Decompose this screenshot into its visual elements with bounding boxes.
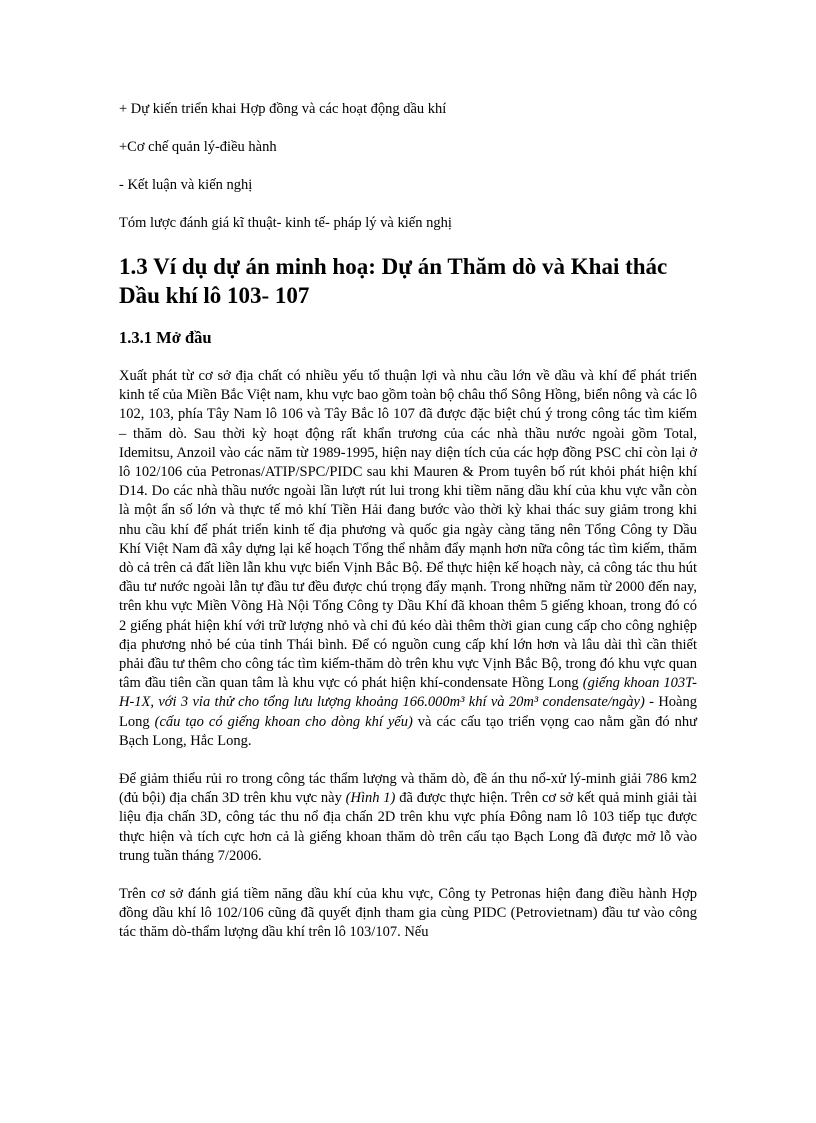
- document-page: [119, 100, 697, 962]
- paragraph-risk: [119, 770, 697, 866]
- outline-item-management: +Cơ chế quản lý-điều hành: [119, 139, 277, 155]
- paragraph-risk-end: đã được thực hiện. Trên cơ sở kết quả minh giải tài liệu địa chấn 3D, công tác thu nổ địa chấn 2D trên khu vực phía Đông nam lô 103 tiếp tục được thực hiện và tích cực hơn cả là giếng khoan thăm dò trên cấu tạo Bạch Long đã được mở lỗ vào trung tuần tháng 7/2006.: [119, 790, 697, 864]
- paragraph-risk-start: Để giảm thiểu rủi ro trong công tác thẩm lượng và thăm dò, đề án thu nổ-xử lý-minh giải 786 km2 (đủ bội) địa chấn 3D trên khu vực này: [119, 771, 697, 807]
- paragraph-intro-end: và các cấu tạo triển vọng cao nằm gần đó như Bạch Long, Hắc Long.: [119, 713, 698, 749]
- section-heading: 1.3 Ví dụ dự án minh hoạ: Dự án Thăm dò và Khai thác Dầu khí lô 103- 107: [119, 254, 668, 308]
- paragraph-intro-text: Xuất phát từ cơ sở địa chất có nhiều yếu tố thuận lợi và nhu cầu lớn về dầu và khí để phát triển kinh tế của Miền Bắc Việt nam, khu vực bao gồm toàn bộ châu thổ Sông Hồng, biển nông và các lô 102, 103, phía Tây Nam lô 106 và Tây Bắc lô 107 đã được đặc biệt chú ý trong công tác tìm kiếm – thăm dò. Sau thời kỳ hoạt động rất khẩn trương của các nhà thầu nước ngoài gồm Total, Idemitsu, Anzoil vào các năm từ 1989-1995, hiện nay diện tích của các hợp đồng PSC chỉ còn lại ở lô 102/106 của Petronas/ATIP/SPC/PIDC sau khi Mauren & Prom tuyên bố rút khỏi phát hiện khí D14. Do các nhà thầu nước ngoài lần lượt rút lui trong khi tiềm năng dầu khí của khu vực vẫn còn là một ẩn số lớn và thực tế mỏ khí Tiền Hải đang bước vào thời kỳ khai thác suy giảm trong khi nhu cầu khí để phát triển kinh tế địa phương và quốc gia ngày càng tăng nên Tổng Công ty Dầu Khí Việt Nam đã xây dựng lại kế hoạch Tổng thể nhằm đẩy mạnh hơn nữa công tác tìm kiếm, thăm dò cả trên cả đất liền lẫn khu vực biển Vịnh Bắc Bộ. Để thực hiện kế hoạch này, cả công tác thu hút đầu tư nước ngoài lẫn tự đầu tư đều được chú trọng đẩy mạnh. Trong những năm từ 2000 đến nay, trên khu vực Miền Võng Hà Nội Tổng Công ty Dầu Khí đã khoan thêm 5 giếng khoan, trong đó có 2 giếng phát hiện khí với trữ lượng nhỏ và chỉ đủ kéo dài thêm thời gian cung cấp cho công nghiệp địa phương nhỏ bé của tỉnh Thái bình. Để có nguồn cung cấp khí lớn hơn và lâu dài thì cần thiết phải đầu tư thêm cho công tác tìm kiếm-thăm dò trên khu vực Vịnh Bắc Bộ, trong đó khu vực quan tâm đầu tiên cần quan tâm là khu vực có phát hiện khí-condensate Hồng Long: [119, 368, 697, 692]
- paragraph-intro-italic-structure: (cấu tạo có giếng khoan cho dòng khí yếu): [154, 713, 413, 730]
- paragraph-intro: [119, 367, 697, 751]
- outline-item-summary: Tóm lược đánh giá kĩ thuật- kinh tế- pháp lý và kiến nghị: [119, 215, 452, 231]
- subsection-heading: 1.3.1 Mở đầu: [119, 328, 212, 347]
- paragraph-intro-mid: - Hoàng Long: [119, 694, 697, 730]
- paragraph-intro-italic-well: (giếng khoan 103T-H-1X, với 3 vỉa thử cho tổng lưu lượng khoảng 166.000m³ khí và 20m³ condensate/ngày): [119, 675, 698, 711]
- paragraph-risk-figure-ref: (Hình 1): [345, 790, 396, 807]
- paragraph-petronas: Trên cơ sở đánh giá tiềm năng dầu khí của khu vực, Công ty Petronas hiện đang điều hành Hợp đồng dầu khí lô 102/106 cũng đã quyết định tham gia cùng PIDC (Petrovietnam) đầu tư vào công tác thăm dò-thẩm lượng dầu khí trên lô 103/107. Nếu: [119, 886, 697, 941]
- outline-item-conclusion: - Kết luận và kiến nghị: [119, 177, 253, 193]
- outline-item-contract: + Dự kiến triển khai Hợp đồng và các hoạt động dầu khí: [119, 101, 447, 117]
